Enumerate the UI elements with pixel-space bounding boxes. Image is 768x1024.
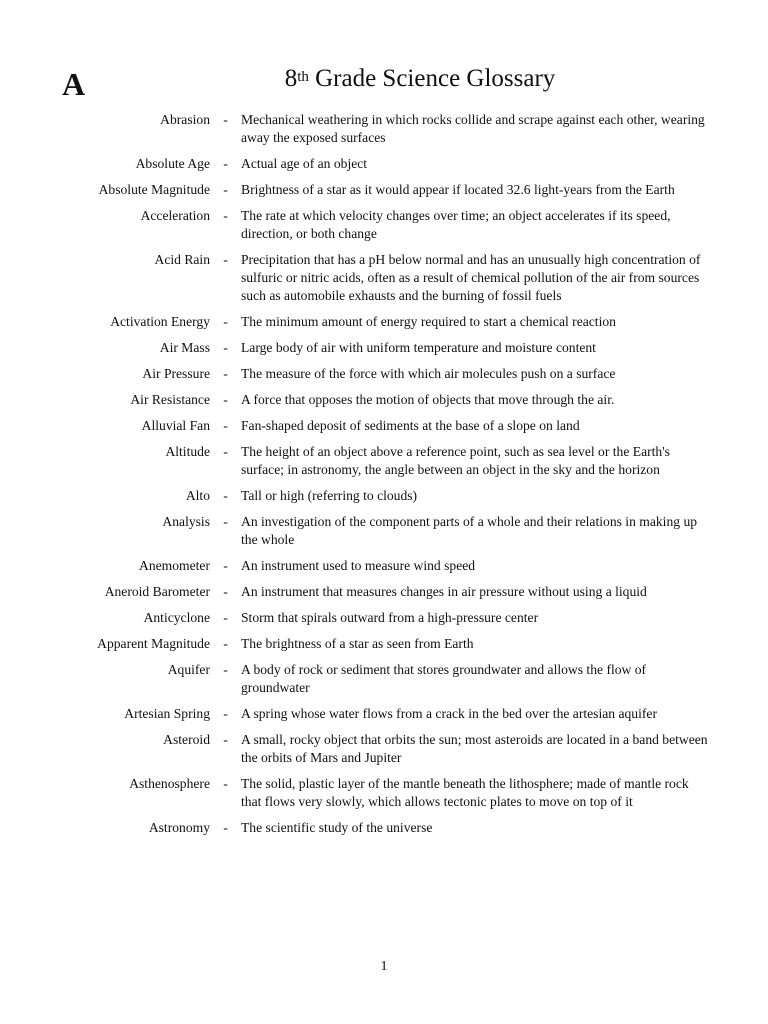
glossary-definition: Actual age of an object [241, 156, 368, 171]
entry-separator: - [223, 156, 228, 171]
glossary-term: Anemometer [139, 558, 210, 573]
glossary-term: Altitude [165, 444, 210, 459]
page-title [0, 62, 768, 96]
glossary-term: Anticyclone [143, 610, 210, 625]
glossary-definition: Tall or high (referring to clouds) [241, 488, 418, 503]
glossary-entry [0, 251, 768, 305]
glossary-term: Alto [185, 488, 210, 503]
title-suffix: th [297, 69, 309, 85]
glossary-entry [0, 313, 768, 331]
glossary-term: Alluvial Fan [141, 418, 210, 433]
glossary-definition: Large body of air with uniform temperature and moisture content [241, 340, 596, 355]
glossary-entry [0, 487, 768, 505]
section-letter: A [62, 66, 86, 102]
glossary-list [0, 111, 768, 845]
entry-separator: - [223, 610, 228, 625]
entry-separator: - [223, 820, 228, 835]
glossary-term: Air Pressure [142, 366, 210, 381]
glossary-definition: An instrument used to measure wind speed [241, 558, 476, 573]
glossary-term: Aneroid Barometer [104, 584, 210, 599]
glossary-entry [0, 365, 768, 383]
glossary-term: Abrasion [160, 112, 210, 127]
glossary-definition: The height of an object above a reference point, such as sea level or the Earth's surface; in astronomy, the angle between an object in the sky and the horizon [241, 444, 670, 477]
glossary-definition: Storm that spirals outward from a high-pressure center [241, 610, 539, 625]
page-number: 1 [380, 959, 388, 974]
glossary-entry [0, 417, 768, 435]
glossary-term: Air Mass [159, 340, 210, 355]
glossary-definition: The minimum amount of energy required to start a chemical reaction [241, 314, 616, 329]
entry-separator: - [223, 732, 228, 747]
glossary-definition: An instrument that measures changes in air pressure without using a liquid [241, 584, 647, 599]
glossary-term: Artesian Spring [124, 706, 210, 721]
entry-separator: - [223, 706, 228, 721]
glossary-entry [0, 609, 768, 627]
glossary-definition: The scientific study of the universe [241, 820, 433, 835]
glossary-definition: Brightness of a star as it would appear if located 32.6 light-years from the Earth [241, 182, 675, 197]
glossary-entry [0, 111, 768, 147]
entry-separator: - [223, 488, 228, 503]
title-grade: 8 [284, 65, 298, 92]
glossary-entry [0, 705, 768, 723]
entry-separator: - [223, 418, 228, 433]
glossary-entry [0, 661, 768, 697]
glossary-definition: A force that opposes the motion of objects that move through the air. [241, 392, 615, 407]
glossary-entry [0, 443, 768, 479]
glossary-term: Acid Rain [154, 252, 210, 267]
glossary-term: Asthenosphere [129, 776, 210, 791]
glossary-definition: A small, rocky object that orbits the sun; most asteroids are located in a band between the orbits of Mars and Jupiter [241, 732, 708, 765]
glossary-term: Activation Energy [110, 314, 210, 329]
glossary-entry [0, 155, 768, 173]
glossary-term: Air Resistance [130, 392, 210, 407]
entry-separator: - [223, 252, 228, 267]
glossary-term: Absolute Magnitude [98, 182, 210, 197]
glossary-term: Analysis [162, 514, 210, 529]
glossary-definition: A spring whose water flows from a crack in the bed over the artesian aquifer [241, 706, 657, 721]
glossary-definition: The brightness of a star as seen from Earth [241, 636, 474, 651]
entry-separator: - [223, 112, 228, 127]
glossary-term: Asteroid [163, 732, 210, 747]
entry-separator: - [223, 776, 228, 791]
title-rest: Grade Science Glossary [308, 65, 556, 92]
entry-separator: - [223, 392, 228, 407]
glossary-term: Astronomy [148, 820, 210, 835]
glossary-entry [0, 557, 768, 575]
glossary-entry [0, 583, 768, 601]
entry-separator: - [223, 314, 228, 329]
glossary-definition: Fan-shaped deposit of sediments at the base of a slope on land [241, 418, 580, 433]
glossary-term: Apparent Magnitude [97, 636, 210, 651]
glossary-definition: An investigation of the component parts of a whole and their relations in making up the whole [241, 514, 698, 547]
entry-separator: - [223, 208, 228, 223]
glossary-entry [0, 513, 768, 549]
entry-separator: - [223, 182, 228, 197]
glossary-entry [0, 391, 768, 409]
glossary-entry [0, 819, 768, 837]
glossary-definition: The rate at which velocity changes over time; an object accelerates if its speed, direction, or both change [241, 208, 671, 241]
entry-separator: - [223, 366, 228, 381]
glossary-definition: The solid, plastic layer of the mantle beneath the lithosphere; made of mantle rock that flows very slowly, which allows tectonic plates to move on top of it [241, 776, 689, 809]
entry-separator: - [223, 558, 228, 573]
glossary-entry [0, 181, 768, 199]
glossary-entry [0, 207, 768, 243]
glossary-term: Acceleration [140, 208, 210, 223]
glossary-definition: A body of rock or sediment that stores groundwater and allows the flow of groundwater [241, 662, 647, 695]
glossary-entry [0, 775, 768, 811]
entry-separator: - [223, 514, 228, 529]
glossary-definition: Mechanical weathering in which rocks collide and scrape against each other, wearing away the exposed surfaces [241, 112, 705, 145]
entry-separator: - [223, 444, 228, 459]
entry-separator: - [223, 584, 228, 599]
glossary-term: Absolute Age [135, 156, 210, 171]
glossary-definition: The measure of the force with which air molecules push on a surface [241, 366, 616, 381]
glossary-term: Aquifer [167, 662, 210, 677]
glossary-entry [0, 635, 768, 653]
entry-separator: - [223, 636, 228, 651]
glossary-entry [0, 731, 768, 767]
entry-separator: - [223, 340, 228, 355]
glossary-definition: Precipitation that has a pH below normal and has an unusually high concentration of sulfuric or nitric acids, often as a result of chemical pollution of the air from sources such as automobile exhausts and the burning of fossil fuels [241, 252, 701, 303]
glossary-entry [0, 339, 768, 357]
entry-separator: - [223, 662, 228, 677]
